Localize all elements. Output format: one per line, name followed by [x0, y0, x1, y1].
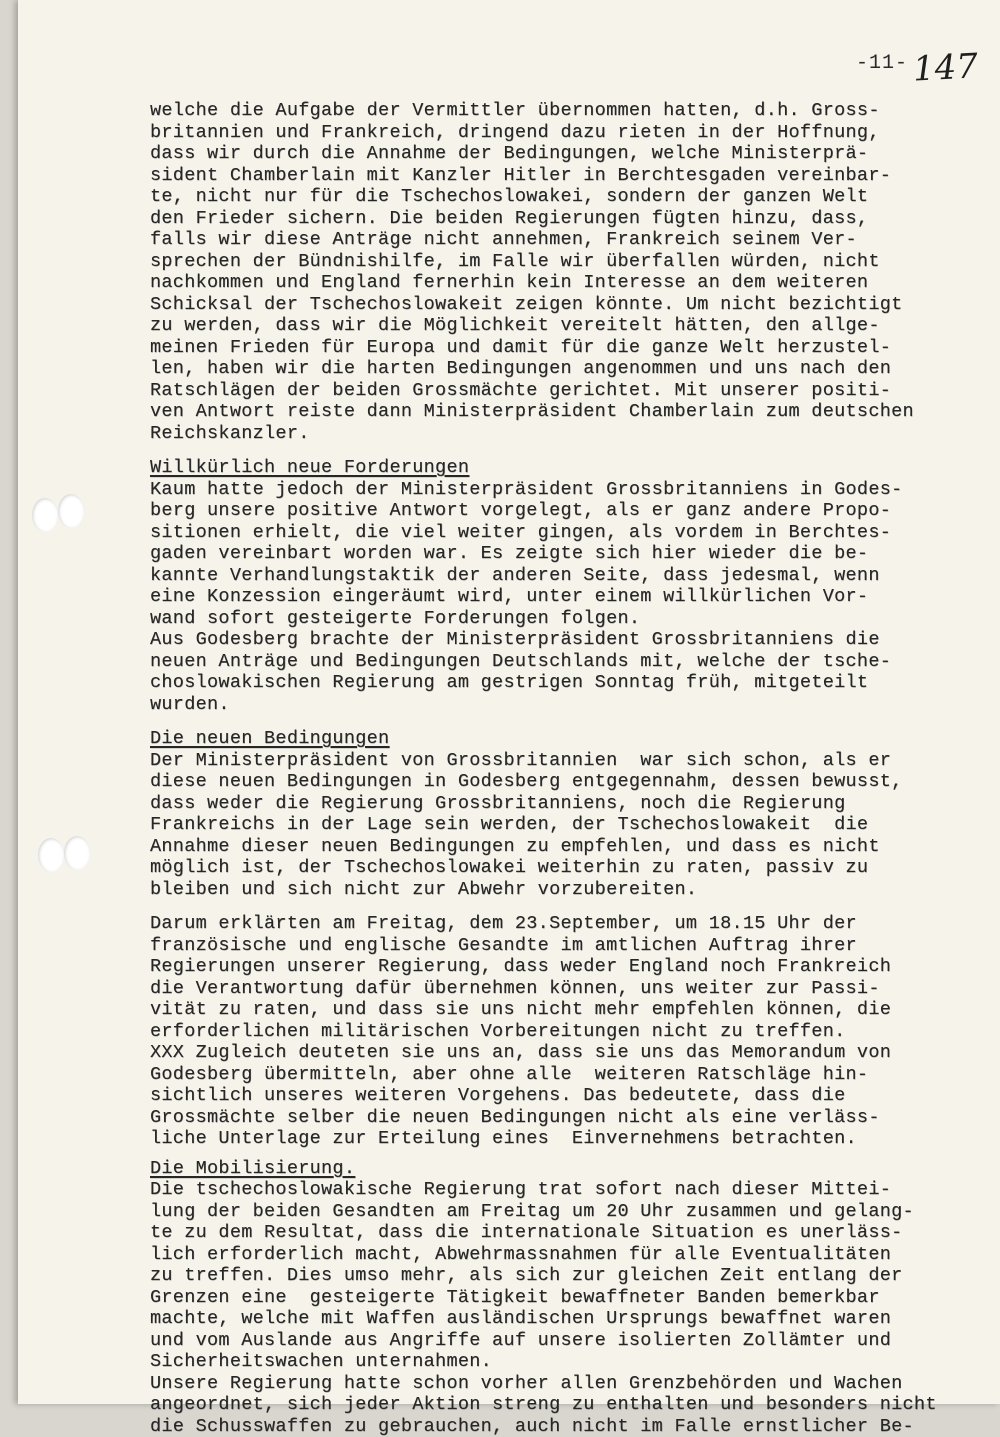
section-heading: Die Mobilisierung.	[150, 1158, 970, 1180]
text-line: te zu dem Resultat, dass die internationale Situation es unerläss-	[150, 1222, 970, 1244]
text-line: angeordnet, sich jeder Aktion streng zu enthalten und besonders nicht	[150, 1394, 970, 1416]
paragraph-friday	[150, 913, 970, 1150]
text-line: lich erforderlich macht, Abwehrmassnahmen für alle Eventualitäten	[150, 1244, 970, 1266]
text-line: Annahme dieser neuen Bedingungen zu empfehlen, und dass es nicht	[150, 836, 970, 858]
text-line: Aus Godesberg brachte der Ministerpräsident Grossbritanniens die	[150, 629, 970, 651]
text-line: kannte Verhandlungstaktik der anderen Seite, dass jedesmal, wenn	[150, 565, 970, 587]
text-line: Der Ministerpräsident von Grossbritannien war sich schon, als er	[150, 750, 970, 772]
text-line: britannien und Frankreich, dringend dazu rieten in der Hoffnung,	[150, 122, 970, 144]
text-line: Reichskanzler.	[150, 423, 970, 445]
text-line: Schicksal der Tschechoslowakeit zeigen könnte. Um nicht bezichtigt	[150, 294, 970, 316]
text-line: Grenzen eine gesteigerte Tätigkeit bewaffneter Banden bemerkbar	[150, 1287, 970, 1309]
text-line: Unsere Regierung hatte schon vorher allen Grenzbehörden und Wachen	[150, 1373, 970, 1395]
text-line: XXX Zugleich deuteten sie uns an, dass sie uns das Memorandum von	[150, 1042, 970, 1064]
text-line: Regierungen unserer Regierung, dass weder England noch Frankreich	[150, 956, 970, 978]
text-line: wurden.	[150, 694, 970, 716]
text-line: nachkommen und England fernerhin kein Interesse an dem weiteren	[150, 272, 970, 294]
text-line: eine Konzession eingeräumt wird, unter einem willkürlichen Vor-	[150, 586, 970, 608]
text-line: den Frieder sichern. Die beiden Regierungen fügten hinzu, dass,	[150, 208, 970, 230]
text-line: zu treffen. Dies umso mehr, als sich zur gleichen Zeit entlang der	[150, 1265, 970, 1287]
text-line: die Verantwortung dafür übernehmen können, uns weiter zur Passi-	[150, 978, 970, 1000]
text-line: machte, welche mit Waffen ausländischen Ursprungs bewaffnet waren	[150, 1308, 970, 1330]
text-line: Die tschechoslowakische Regierung trat sofort nach dieser Mittei-	[150, 1179, 970, 1201]
text-line: dass weder die Regierung Grossbritanniens, noch die Regierung	[150, 793, 970, 815]
text-line: sprechen der Bündnishilfe, im Falle wir überfallen würden, nicht	[150, 251, 970, 273]
text-line: erforderlichen militärischen Vorbereitungen nicht zu treffen.	[150, 1021, 970, 1043]
text-line: te, nicht nur für die Tschechoslowakei, sondern der ganzen Welt	[150, 186, 970, 208]
text-line: Godesberg übermitteln, aber ohne alle weiteren Ratschläge hin-	[150, 1064, 970, 1086]
text-line: len, haben wir die harten Bedingungen angenommen und uns nach den	[150, 358, 970, 380]
text-line: lung der beiden Gesandten am Freitag um 20 Uhr zusammen und gelang-	[150, 1201, 970, 1223]
handwritten-folio-number: 147	[912, 46, 979, 89]
section-heading: Die neuen Bedingungen	[150, 728, 970, 750]
page-number: -11-	[856, 52, 908, 75]
text-line: falls wir diese Anträge nicht annehmen, Frankreich seinem Ver-	[150, 229, 970, 251]
text-line: die Schusswaffen zu gebrauchen, auch nicht im Falle ernstlicher Be-	[150, 1416, 970, 1437]
text-line: bleiben und sich nicht zur Abwehr vorzubereiten.	[150, 879, 970, 901]
text-line: Frankreichs in der Lage sein werden, der Tschechoslowakeit die	[150, 814, 970, 836]
text-line: sichtlich unseres weiteren Vorgehens. Das bedeutete, dass die	[150, 1085, 970, 1107]
punch-hole	[58, 494, 84, 528]
text-line: Grossmächte selber die neuen Bedingungen nicht als eine verläss-	[150, 1107, 970, 1129]
text-line: Kaum hatte jedoch der Ministerpräsident Grossbritanniens in Godes-	[150, 479, 970, 501]
section-heading: Willkürlich neue Forderungen	[150, 457, 970, 479]
text-line: Darum erklärten am Freitag, dem 23.September, um 18.15 Uhr der	[150, 913, 970, 935]
punch-hole	[38, 838, 64, 872]
punch-hole	[32, 498, 58, 532]
text-line: sitionen erhielt, die viel weiter gingen, als vordem in Berchtes-	[150, 522, 970, 544]
text-line: möglich ist, der Tschechoslowakei weiterhin zu raten, passiv zu	[150, 857, 970, 879]
text-line: meinen Frieden für Europa und damit für die ganze Welt herzustel-	[150, 337, 970, 359]
text-line: choslowakischen Regierung am gestrigen Sonntag früh, mitgeteilt	[150, 672, 970, 694]
text-line: berg unsere positive Antwort vorgelegt, als er ganz andere Propo-	[150, 500, 970, 522]
paragraph-mobilisation	[150, 1179, 970, 1437]
text-line: sident Chamberlain mit Kanzler Hitler in Berchtesgaden vereinbar-	[150, 165, 970, 187]
text-line: diese neuen Bedingungen in Godesberg entgegennahm, dessen bewusst,	[150, 771, 970, 793]
paragraph-intro	[150, 100, 970, 444]
paragraph-demands	[150, 479, 970, 716]
text-line: liche Unterlage zur Erteilung eines Einvernehmens betrachten.	[150, 1128, 970, 1150]
punch-hole	[64, 836, 90, 870]
text-line: dass wir durch die Annahme der Bedingungen, welche Ministerprä-	[150, 143, 970, 165]
text-line: vität zu raten, und dass sie uns nicht mehr empfehlen können, die	[150, 999, 970, 1021]
paragraph-conditions	[150, 750, 970, 901]
document-body	[150, 100, 970, 1437]
text-line: und vom Auslande aus Angriffe auf unsere isolierten Zollämter und	[150, 1330, 970, 1352]
text-line: Ratschlägen der beiden Grossmächte gerichtet. Mit unserer positi-	[150, 380, 970, 402]
text-line: ven Antwort reiste dann Ministerpräsident Chamberlain zum deutschen	[150, 401, 970, 423]
text-line: gaden vereinbart worden war. Es zeigte sich hier wieder die be-	[150, 543, 970, 565]
text-line: neuen Anträge und Bedingungen Deutschlands mit, welche der tsche-	[150, 651, 970, 673]
text-line: welche die Aufgabe der Vermittler übernommen hatten, d.h. Gross-	[150, 100, 970, 122]
text-line: Sicherheitswachen unternahmen.	[150, 1351, 970, 1373]
text-line: wand sofort gesteigerte Forderungen folgen.	[150, 608, 970, 630]
text-line: französische und englische Gesandte im amtlichen Auftrag ihrer	[150, 935, 970, 957]
text-line: zu werden, dass wir die Möglichkeit vereitelt hätten, den allge-	[150, 315, 970, 337]
